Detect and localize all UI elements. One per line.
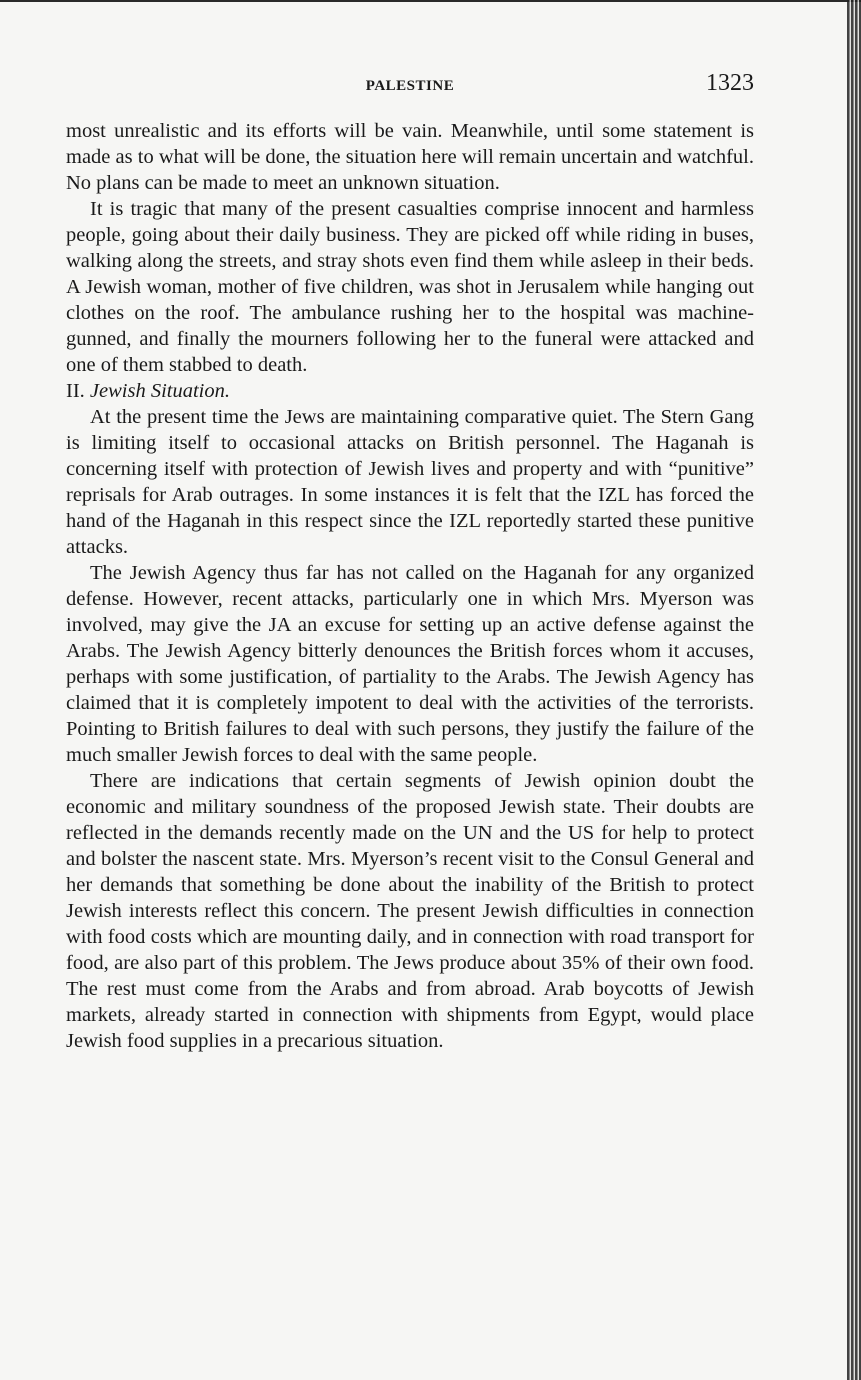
running-head: [66, 70, 754, 100]
paragraph-jewish-opinion: There are indications that certain segments of Jewish opinion doubt the economic and military soundness of the proposed Jewish state. Their doubts are reflected in the demands recently made on the UN and the US for help to protect and bolster the nascent state. Mrs. Myerson’s recent visit to the Consul General and her demands that something be done about the inability of the British to protect Jewish interests reflect this concern. The present Jewish difficulties in connection with food costs which are mounting daily, and in connection with road transport for food, are also part of this problem. The Jews produce about 35% of their own food. The rest must come from the Arabs and from abroad. Arab boycotts of Jewish markets, already started in connection with shipments from Egypt, would place Jewish food supplies in a precarious situation.: [66, 770, 754, 1052]
page-binding-edge: [847, 0, 861, 1380]
paragraph-jewish-quiet: At the present time the Jews are maintaining comparative quiet. The Stern Gang is limiting itself to occasional attacks on British personnel. The Haganah is concerning itself with protection of Jewish lives and property and with “punitive” reprisals for Arab outrages. In some instances it is felt that the IZL has forced the hand of the Haganah in this respect since the IZL reportedly started these punitive attacks.: [66, 406, 754, 558]
running-head-title: PALESTINE: [365, 78, 455, 94]
paragraph-casualties: It is tragic that many of the present casualties comprise innocent and harmless people, going about their daily business. They are picked off while riding in buses, walking along the streets, and stray shots even find them while asleep in their beds. A Jewish woman, mother of five children, was shot in Jerusalem while hanging out clothes on the roof. The ambulance rushing her to the hospital was machine-gunned, and finally the mourners following her to the funeral were attacked and one of them stabbed to death.: [66, 198, 754, 376]
section-heading: [66, 378, 754, 404]
body-text: [66, 118, 754, 1054]
section-heading-text: Jewish Situation.: [89, 380, 230, 402]
paragraph-jewish-agency: The Jewish Agency thus far has not called on the Haganah for any organized defense. However, recent attacks, particularly one in which Mrs. Myerson was involved, may give the JA an excuse for setting up an active defense against the Arabs. The Jewish Agency bitterly denounces the British forces whom it accuses, perhaps with some justification, of partiality to the Arabs. The Jewish Agency has claimed that it is completely impotent to deal with the activities of the terrorists. Pointing to British failures to deal with such persons, they justify the failure of the much smaller Jewish forces to deal with the same people.: [66, 562, 754, 766]
paragraph-continued: most unrealistic and its efforts will be vain. Meanwhile, until some statement is made as to what will be done, the situation here will remain uncertain and watchful. No plans can be made to meet an unknown situation.: [66, 120, 754, 194]
section-heading-number: II.: [66, 380, 85, 402]
top-edge-rule: [0, 0, 861, 2]
page-number: 1323: [706, 70, 754, 96]
